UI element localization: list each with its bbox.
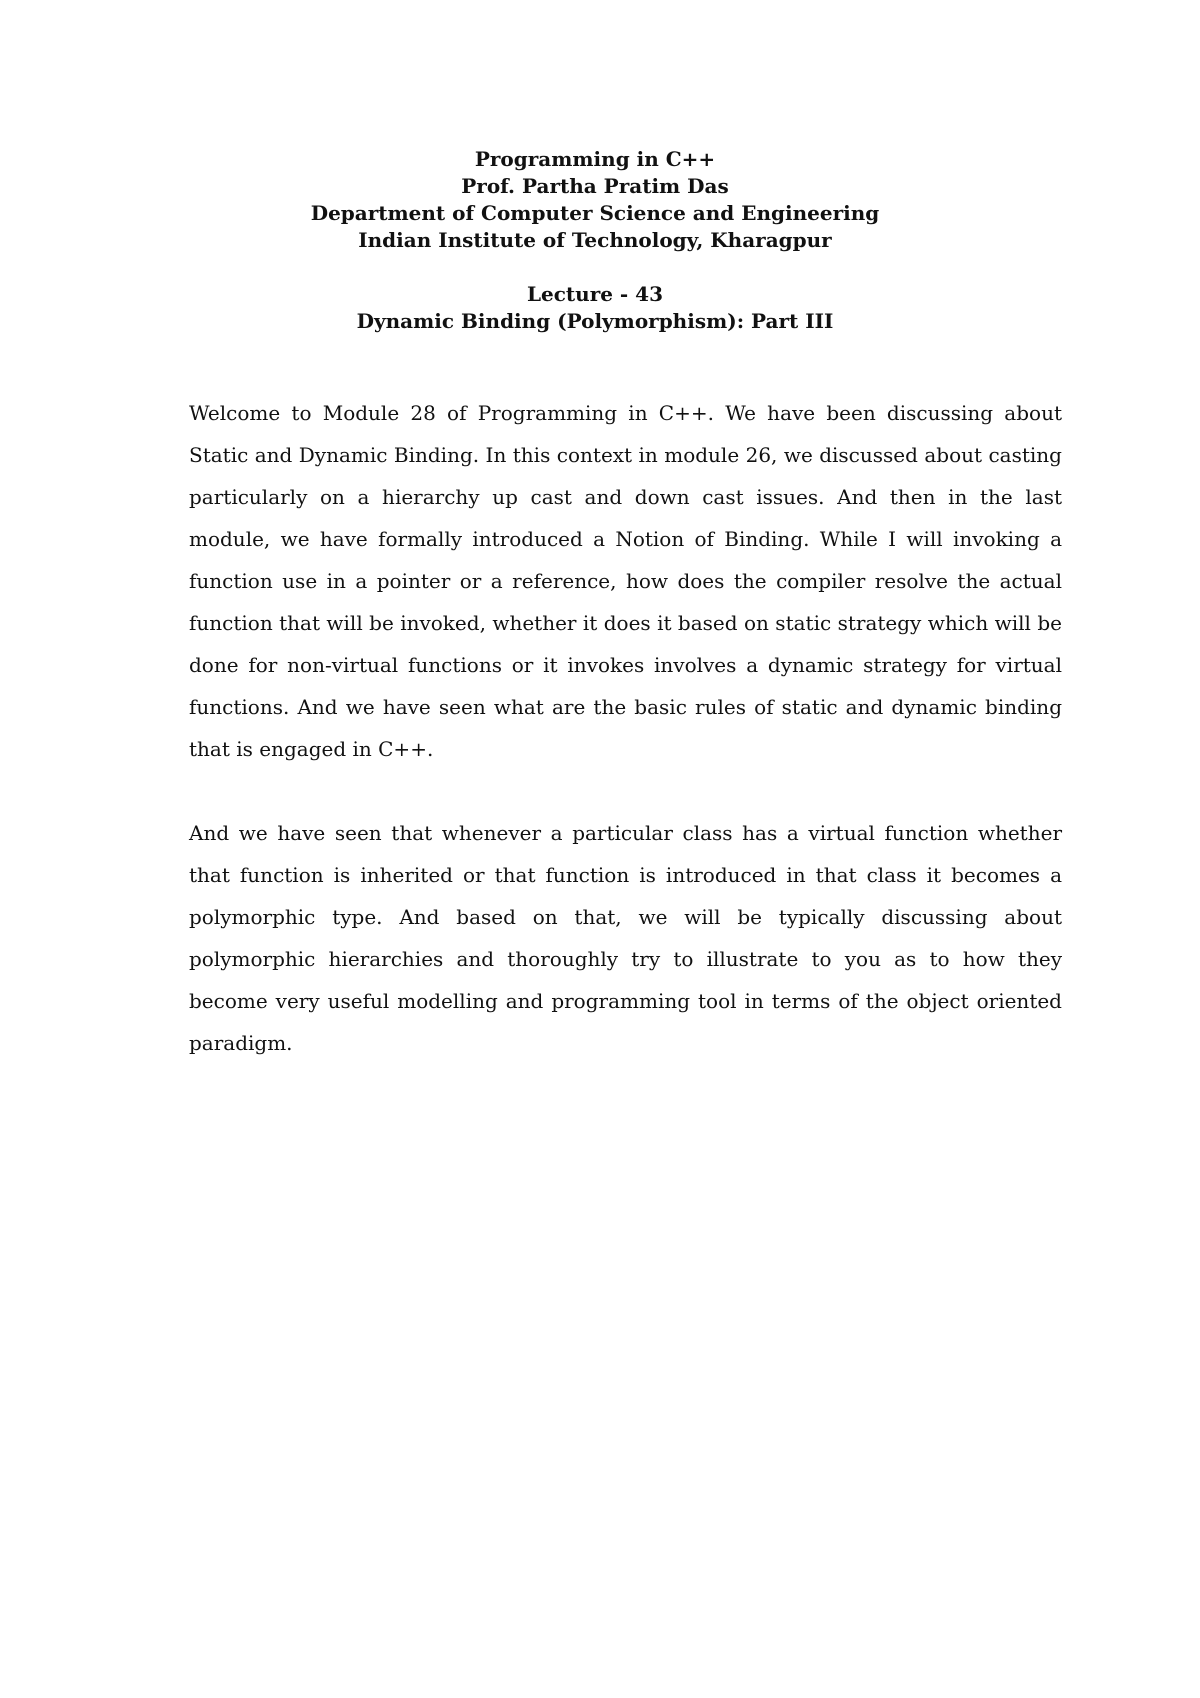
professor-name: Prof. Partha Pratim Das	[461, 174, 729, 198]
lecture-number: Lecture - 43	[526, 282, 664, 306]
paragraph: And we have seen that whenever a particular class has a virtual function whether that function is inherited or that function is introduced in that class it becomes a polymorphic type. And based on that, we will be typically discussing about polymorphic hierarchies and thoroughly try to illustrate to you as to how they become very useful modelling and programming tool in terms of the object oriented paradigm.	[189, 821, 1062, 1055]
document-header	[160, 146, 1030, 335]
lecture-title: Dynamic Binding (Polymorphism): Part III	[356, 309, 834, 333]
institute-name: Indian Institute of Technology, Kharagpur	[358, 228, 832, 252]
paragraph: Welcome to Module 28 of Programming in C++. We have been discussing about Static and Dynamic Binding. In this context in module 26, we discussed about casting particularly on a hierarchy up cast and down cast issues. And then in the last module, we have formally introduced a Notion of Binding. While I will invoking a function use in a pointer or a reference, how does the compiler resolve the actual function that will be invoked, whether it does it based on static strategy which will be done for non-virtual functions or it invokes involves a dynamic strategy for virtual functions. And we have seen what are the basic rules of static and dynamic binding that is engaged in C++.	[189, 401, 1062, 761]
course-title: Programming in C++	[474, 147, 716, 171]
header-spacer	[160, 254, 1030, 281]
document-body	[189, 392, 1062, 1106]
department-name: Department of Computer Science and Engineering	[310, 201, 880, 225]
